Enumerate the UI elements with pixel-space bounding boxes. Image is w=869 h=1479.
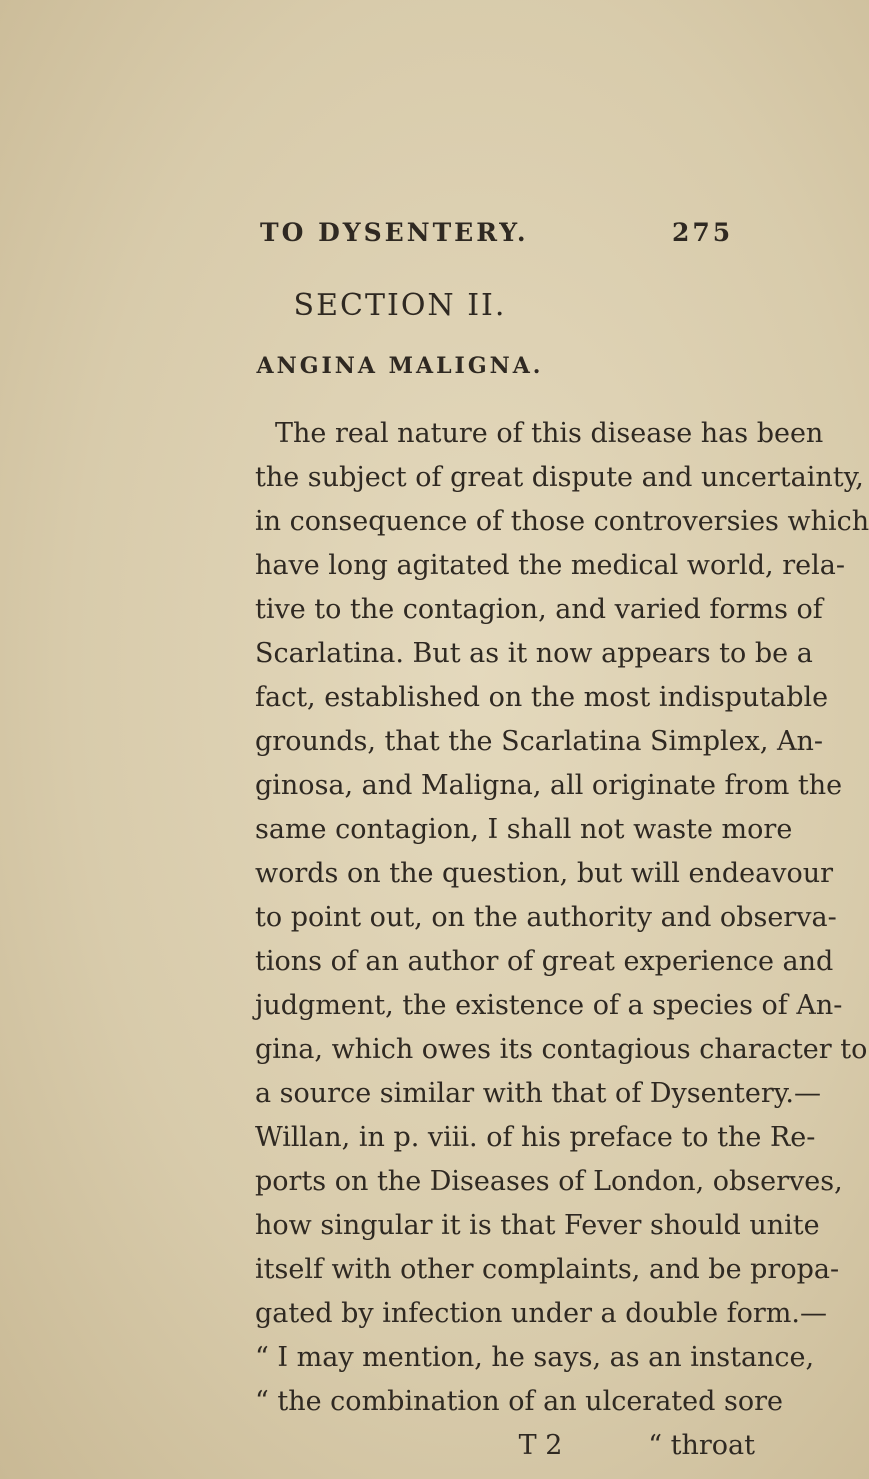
text-line: the subject of great dispute and uncertainty, xyxy=(255,462,864,493)
text-line: “ the combination of an ulcerated sore xyxy=(255,1386,784,1417)
text-line: a source similar with that of Dysentery.— xyxy=(255,1078,821,1109)
text-line: tive to the contagion, and varied forms of xyxy=(255,594,823,625)
text-line: to point out, on the authority and observa- xyxy=(255,902,837,933)
text-line: words on the question, but will endeavour xyxy=(255,858,834,889)
text-line: judgment, the existence of a species of An- xyxy=(255,990,843,1021)
running-title: TO DYSENTERY. xyxy=(260,218,529,247)
text-line: in consequence of those controversies which xyxy=(255,506,869,537)
text-line: “ I may mention, he says, as an instance, xyxy=(255,1342,815,1373)
text-line: fact, established on the most indisputable xyxy=(255,682,829,713)
text-line: tions of an author of great experience and xyxy=(255,946,834,977)
text-line: have long agitated the medical world, rela- xyxy=(255,550,845,581)
body-text xyxy=(255,412,869,1468)
text-line: Willan, in p. viii. of his preface to the Re- xyxy=(255,1122,816,1153)
text-line: itself with other complaints, and be propa- xyxy=(255,1254,840,1285)
text-line: ginosa, and Maligna, all originate from the xyxy=(255,770,843,801)
text-line: gina, which owes its contagious character to xyxy=(255,1034,868,1065)
text-line: grounds, that the Scarlatina Simplex, An- xyxy=(255,726,824,757)
text-line: Scarlatina. But as it now appears to be a xyxy=(255,638,813,669)
section-heading: SECTION II. xyxy=(293,288,507,323)
text-line: how singular it is that Fever should unite xyxy=(255,1210,820,1241)
text-line: ports on the Diseases of London, observes, xyxy=(255,1166,843,1197)
text-line: same contagion, I shall not waste more xyxy=(255,814,793,845)
catchword-line: T 2 “ throat xyxy=(518,1430,755,1461)
text-line: gated by infection under a double form.— xyxy=(255,1298,827,1329)
text-line: The real nature of this disease has been xyxy=(275,418,824,449)
section-subheading: ANGINA MALIGNA. xyxy=(256,353,544,379)
page-number: 275 xyxy=(672,218,734,247)
